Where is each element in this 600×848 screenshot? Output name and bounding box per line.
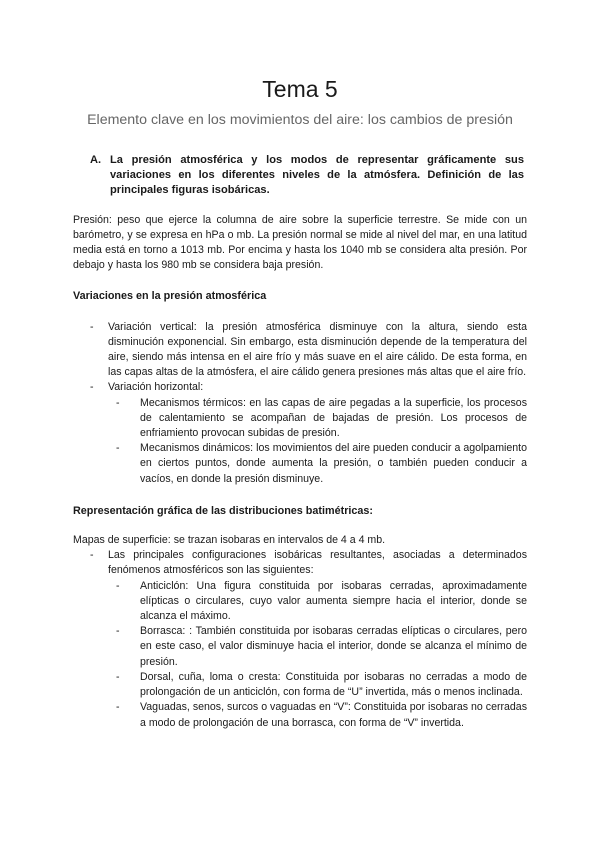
mecanismos-list	[108, 396, 527, 487]
configuraciones-list	[73, 548, 527, 730]
bullet-dash: -	[116, 670, 120, 683]
variaciones-heading: Variaciones en la presión atmosférica	[73, 290, 267, 303]
figura-borrasca: Borrasca: : También constituida por isobaras cerradas elípticas o circulares, pero en este caso, el valor disminuye hacia el interior, donde se alcanza el mínimo de presión.	[140, 625, 527, 668]
mapas-superficie: Mapas de superficie: se trazan isobaras en intervalos de 4 a 4 mb.	[73, 534, 386, 547]
bullet-dash: -	[90, 549, 94, 562]
variacion-horizontal-block	[108, 380, 527, 486]
section-a-text: La presión atmosférica y los modos de representar gráficamente sus variaciones en los diferentes niveles de la atmósfera. Definición de las principales figuras isobáricas.	[110, 154, 524, 197]
section-a-heading	[90, 153, 527, 199]
figura-vaguadas: Vaguadas, senos, surcos o vaguadas en “V”: Constituida por isobaras no cerradas a modo de prolongación de una borrasca, con forma de “V” invertida.	[140, 701, 527, 729]
list-item	[103, 441, 527, 487]
mecanismos-termicos: Mecanismos térmicos: en las capas de aire pegadas a la superficie, los procesos de calentamiento se acompañan de bajadas de presión. Los procesos de enfriamiento provocan subidas de presión.	[140, 396, 527, 440]
mecanismos-dinamicos: Mecanismos dinámicos: los movimientos del aire pueden conducir a agolpamiento en ciertos puntos, donde aumenta la presión, o también pueden conducir a vacíos, en donde la presión disminuye.	[140, 442, 527, 485]
list-item	[103, 396, 527, 442]
bullet-dash: -	[116, 442, 120, 455]
page-title: Tema 5	[262, 76, 338, 102]
variaciones-list	[73, 320, 527, 487]
list-item	[103, 624, 527, 670]
bullet-dash: -	[90, 381, 94, 394]
list-item	[73, 380, 527, 486]
bullet-dash: -	[116, 579, 120, 592]
list-item	[103, 670, 527, 700]
intro-paragraph: Presión: peso que ejerce la columna de aire sobre la superficie terrestre. Se mide con un barómetro, y se expresa en hPa o mb. La presión normal se mide al nivel del mar, en una latitud media está en torno a 1013 mb. Por encima y hasta los 1040 mb se considera alta presión. Por debajo y hasta los 980 mb se considera baja presión.	[73, 213, 527, 272]
list-item	[73, 320, 527, 381]
bullet-dash: -	[90, 320, 94, 333]
figura-dorsal: Dorsal, cuña, loma o cresta: Constituida por isobaras no cerradas a modo de prolongación de un anticiclón, con forma de “U” invertida, más o menos inclinada.	[140, 670, 527, 699]
list-item	[73, 548, 527, 730]
configuraciones-intro: Las principales configuraciones isobáricas resultantes, asociadas a determinados fenómenos atmosféricos son las siguientes:	[108, 549, 527, 577]
list-item	[103, 700, 527, 730]
section-marker: A.	[90, 154, 102, 166]
variacion-vertical: Variación vertical: la presión atmosférica disminuye con la altura, siendo esta disminución exponencial. Sin embargo, esta disminución depende de la temperatura del aire, siendo más intensa en el aire frío y más suave en el aire cálido. De esta forma, en las capas altas de la atmósfera, el aire cálido genera presiones más altas que el aire frío.	[108, 320, 527, 379]
page-subtitle: Elemento clave en los movimientos del aire: los cambios de presión	[87, 112, 513, 128]
figura-anticiclon: Anticiclón: Una figura constituida por isobaras cerradas, aproximadamente elípticas o circulares, cuyo valor aumenta siempre hacia el interior, donde se alcanza el máximo.	[140, 579, 527, 623]
configuraciones-block	[108, 548, 527, 730]
bullet-dash: -	[116, 625, 120, 638]
figuras-isobaricas-list	[108, 579, 527, 731]
bullet-dash: -	[116, 396, 120, 409]
list-item	[103, 579, 527, 625]
bullet-dash: -	[116, 701, 120, 714]
variacion-horizontal: Variación horizontal:	[108, 381, 204, 394]
representacion-heading: Representación gráfica de las distribuciones batimétricas:	[73, 504, 374, 517]
